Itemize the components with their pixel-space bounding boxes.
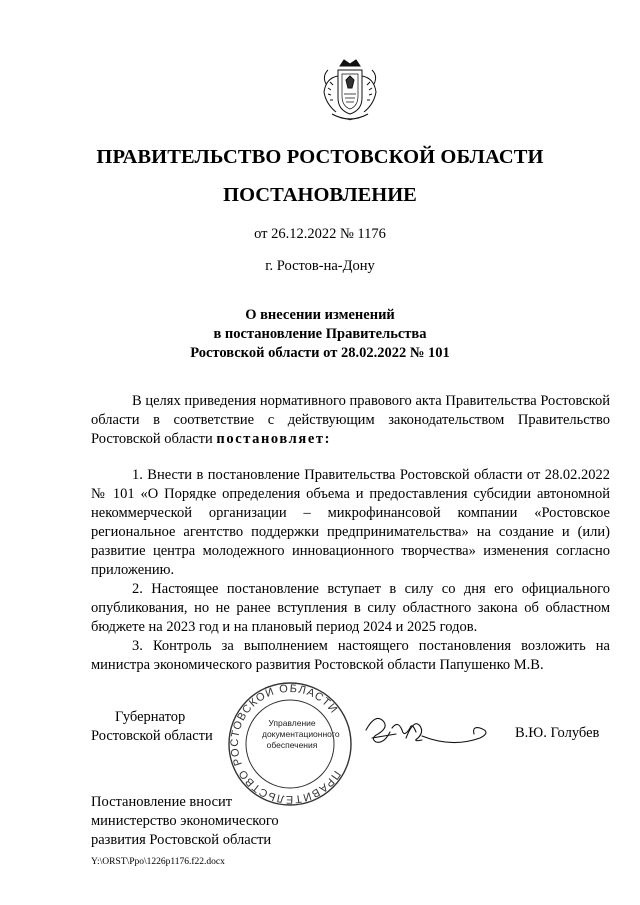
signatory-role: [91, 708, 213, 746]
decree-item: 3. Контроль за выполнением настоящего постановления возложить на министра экономического развития Ростовской области Папушенко М.В.: [91, 638, 610, 673]
decree-word: постановляет: [216, 431, 325, 447]
subject-line: Ростовской области от 28.02.2022 № 101: [190, 345, 450, 361]
seal-inner-line: Управление: [268, 718, 316, 728]
document-type: ПОСТАНОВЛЕНИЕ: [223, 184, 417, 206]
decree-colon: :: [324, 431, 330, 447]
signatory-name: В.Ю. Голубев: [515, 725, 600, 741]
decree-item: 1. Внести в постановление Правительства Ростовской области от 28.02.2022 № 101 «О Порядке определения объема и предоставления субсидии автономной некоммерческой организации – микрофинансовой компании «Ростовское региональное агентство поддержки предпринимательства» на создание и (или) развитие центра молодежного инновационного творчества» изменения согласно приложению.: [91, 467, 610, 578]
subject-line: О внесении изменений: [245, 307, 395, 323]
submitted-by: [91, 793, 279, 850]
submitted-by-line: Постановление вносит: [91, 794, 233, 810]
subject-line: в постановление Правительства: [213, 326, 427, 342]
submitted-by-line: развития Ростовской области: [91, 832, 272, 848]
organization-title: ПРАВИТЕЛЬСТВО РОСТОВСКОЙ ОБЛАСТИ: [96, 146, 544, 168]
signature-icon: [362, 708, 492, 754]
file-path: Y:\ORST\Ppo\1226p1176.f22.docx: [91, 857, 225, 867]
submitted-by-line: министерство экономического: [91, 813, 279, 829]
seal-inner-line: обеспечения: [266, 740, 318, 750]
seal-inner-line: документационного: [262, 729, 340, 739]
seal-inner-text: [262, 718, 340, 751]
preamble-text: В целях приведения нормативного правового акта Правительства Ростовской области в соответствие с действующим законодательством Правительство Ростовской области: [91, 393, 610, 447]
document-subject: [0, 306, 640, 363]
decree-item: 2. Настоящее постановление вступает в силу со дня его официального опубликования, но не ранее вступления в силу областного закона об областном бюджете на 2023 год и на плановый период 2024 и 2025 годов.: [91, 581, 610, 635]
document-date-number: от 26.12.2022 № 1176: [254, 226, 386, 242]
signatory-role-line: Ростовской области: [91, 728, 213, 744]
document-city: г. Ростов-на-Дону: [265, 258, 375, 274]
coat-of-arms-icon: [318, 58, 382, 124]
seal-outer-text: ПРАВИТЕЛЬСТВО РОСТОВСКОЙ ОБЛАСТИ: [228, 682, 343, 806]
decree-items: [91, 466, 610, 675]
signatory-role-line: Губернатор: [115, 709, 186, 725]
preamble-paragraph: [91, 392, 610, 449]
